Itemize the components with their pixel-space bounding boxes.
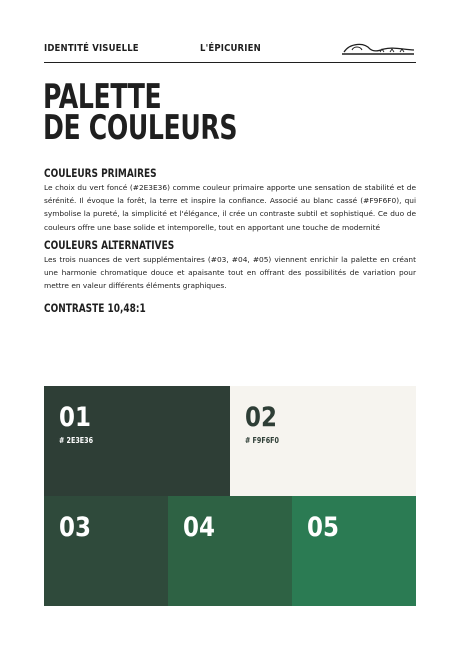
- brand-name: L'ÉPICURIEN: [200, 43, 261, 54]
- brand-logo-icon: [340, 40, 416, 58]
- page-title-line-2: DE COULEURS: [43, 108, 238, 148]
- section-label: IDENTITÉ VISUELLE: [44, 43, 139, 54]
- color-swatch-02: [230, 386, 416, 496]
- primary-colors-heading: COULEURS PRIMAIRES: [44, 166, 157, 180]
- swatch-hex-code: # F9F6F0: [245, 436, 279, 445]
- page-title: [43, 77, 238, 148]
- swatch-number: 03: [59, 512, 91, 543]
- swatch-hex-code: # 2E3E36: [59, 436, 94, 445]
- primary-colors-text: Le choix du vert foncé (#2E3E36) comme couleur primaire apporte une sensation de stabilité et de sérénité. Il évoque la forêt, la terre et inspire la confiance. Associé au blanc cassé (#F9F6F0), qui symbolise la pureté, la simplicité et l'élégance, il crée un contraste subtil et sophistiqué. Ce duo de couleurs offre une base solide et intemporelle, tout en apportant une touche de modernité: [44, 183, 416, 232]
- page-title-line-1: PALETTE: [43, 77, 162, 117]
- contrast-ratio: CONTRASTE 10,48:1: [44, 301, 146, 315]
- swatch-number: 04: [183, 512, 215, 543]
- color-swatch-04: [168, 496, 292, 606]
- swatch-number: 02: [245, 402, 277, 433]
- swatch-number: 01: [59, 402, 91, 433]
- page-header: [44, 40, 416, 63]
- color-swatch-03: [44, 496, 168, 606]
- color-swatch-01: [44, 386, 230, 496]
- color-swatch-05: [292, 496, 416, 606]
- alternative-colors-heading: COULEURS ALTERNATIVES: [44, 238, 175, 252]
- swatch-number: 05: [307, 512, 339, 543]
- alternative-colors-text: Les trois nuances de vert supplémentaires (#03, #04, #05) viennent enrichir la palette en créant une harmonie chromatique douce et apaisante tout en offrant des possibilités de variation pour mettre en valeur différents éléments graphiques.: [44, 255, 416, 291]
